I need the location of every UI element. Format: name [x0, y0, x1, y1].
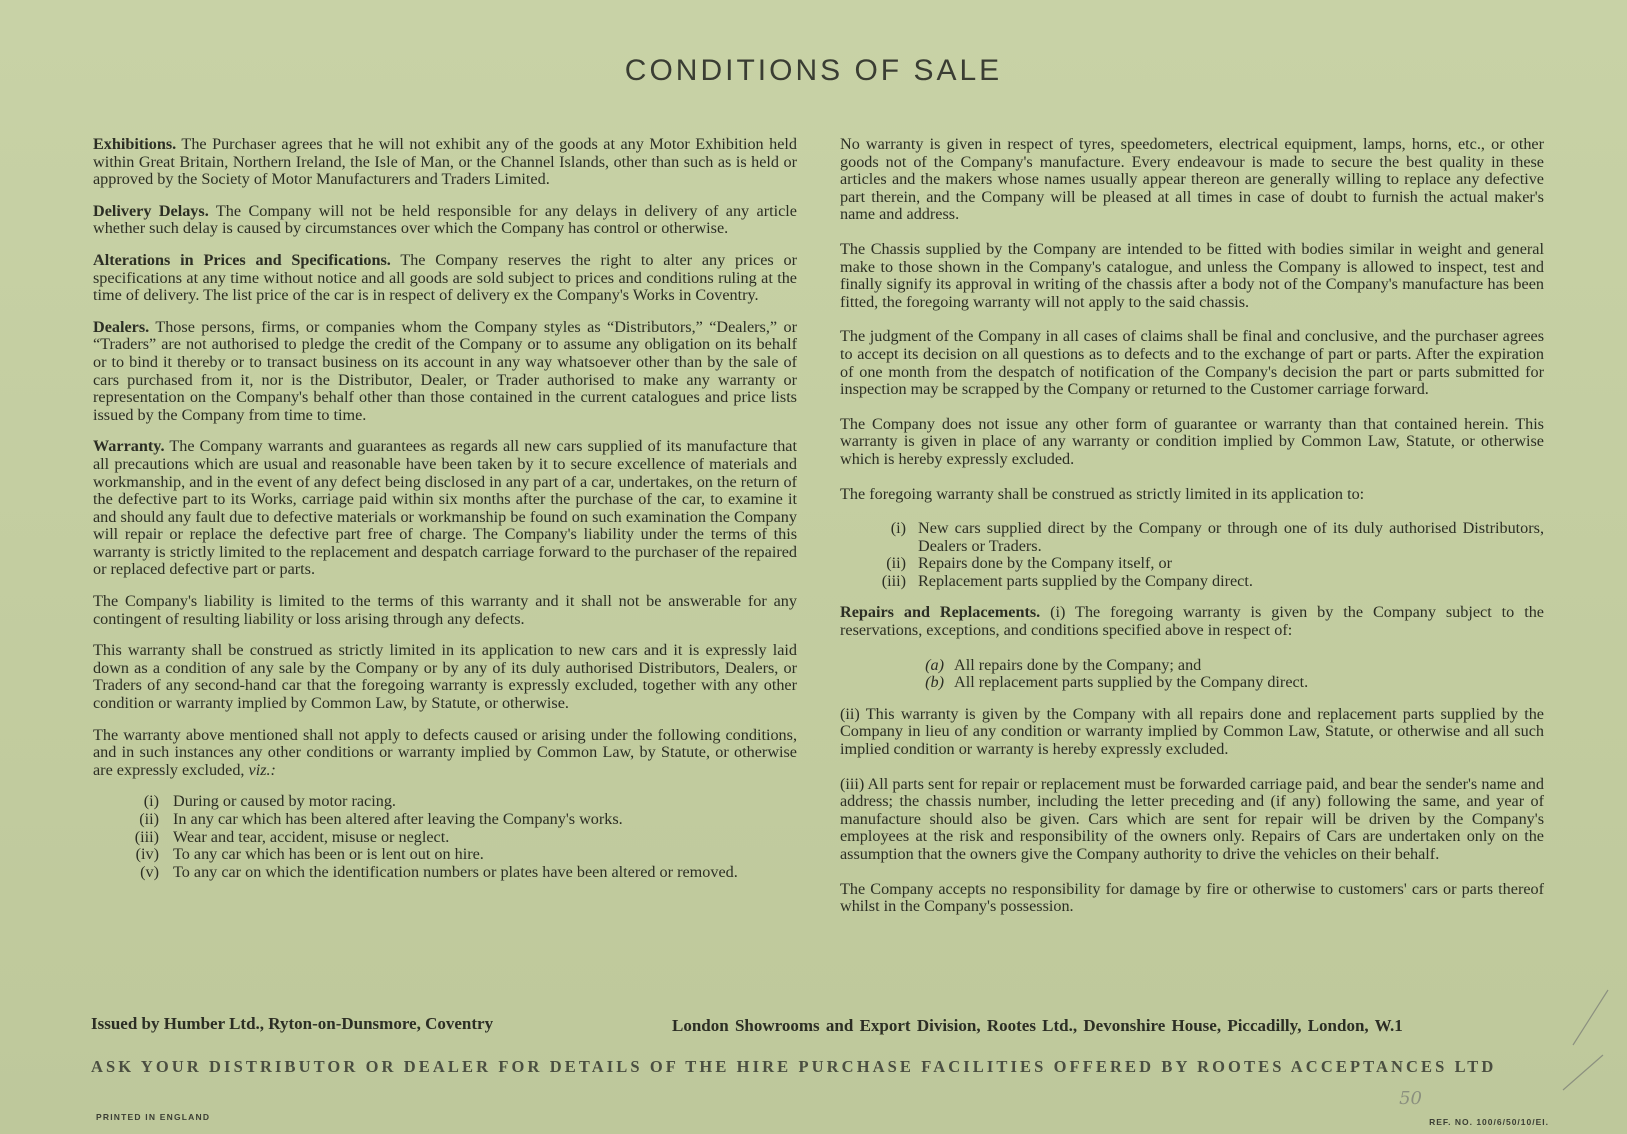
right-column [840, 136, 1544, 933]
list-item-text: During or caused by motor racing. [173, 792, 396, 811]
list-item-number: (v) [140, 862, 159, 881]
list-item-text: All repairs done by the Company; and [954, 655, 1202, 674]
london-showrooms-line: London Showrooms and Export Division, Rootes Ltd., Devonshire House, Piccadilly, London, W.1 [672, 1016, 1403, 1035]
dealers-paragraph [93, 319, 797, 425]
repairs-list [918, 657, 1544, 692]
reference-number: REF. NO. 100/6/50/10/EI. [1429, 1117, 1549, 1127]
list-item [131, 811, 797, 829]
construed-paragraph: This warranty shall be construed as strictly limited in its application to new cars and it is expressly laid down as a condition of any sale by the Company or by any of its duly authorised Distributors, Dealers, or Traders of any second-hand car that the foregoing warranty is expressly excluded, together with any other condition or warranty implied by Common Law, by Statute, or otherwise. [93, 641, 797, 713]
list-item [876, 555, 1544, 573]
list-item [918, 674, 1544, 692]
repairs-paragraph [840, 604, 1544, 639]
list-item-number: (a) [925, 655, 944, 674]
printed-in-england: PRINTED IN ENGLAND [96, 1112, 211, 1122]
repairs-ii-paragraph: (ii) This warranty is given by the Company with all repairs done and replacement parts supplied by the Company in lieu of any condition or warranty implied by Common Law, Statute, or otherwise and all such implied condition or warranty is hereby expressly excluded. [840, 704, 1544, 759]
list-item-number: (i) [890, 519, 906, 538]
list-item [131, 846, 797, 864]
exhibitions-text: The Purchaser agrees that he will not exhibit any of the goods at any Motor Exhibition held within Great Britain, Northern Ireland, the Isle of Man, or the Channel Islands, other than such as is held or approved by the Society of Motor Manufacturers and Traders Limited. [93, 135, 797, 189]
exhibitions-paragraph [93, 136, 797, 189]
list-item [131, 864, 797, 882]
application-list [876, 520, 1544, 590]
alterations-paragraph [93, 252, 797, 305]
list-item-number: (ii) [886, 554, 906, 573]
list-item-text: To any car which has been or is lent out on hire. [173, 845, 484, 864]
delivery-heading: Delivery Delays. [93, 201, 209, 220]
issued-by-line: Issued by Humber Ltd., Ryton-on-Dunsmore, Coventry [91, 1014, 494, 1033]
warranty-heading: Warranty. [93, 437, 165, 456]
dealers-heading: Dealers. [93, 317, 150, 336]
list-item-text: All replacement parts supplied by the Company direct. [954, 673, 1309, 692]
list-item-number: (iii) [134, 827, 159, 846]
list-item-text: Wear and tear, accident, misuse or neglect. [173, 827, 450, 846]
fire-paragraph: The Company accepts no responsibility for damage by fire or otherwise to customers' cars or parts thereof whilst in the Company's possession. [840, 879, 1544, 916]
no-other-guarantee-paragraph: The Company does not issue any other form of guarantee or warranty than that contained herein. This warranty is given in place of any warranty or condition implied by Common Law, Statute, or otherwise which is hereby expressly excluded. [840, 414, 1544, 468]
pencil-stroke-icon [1553, 985, 1613, 1095]
list-item-number: (ii) [139, 810, 159, 828]
chassis-paragraph: The Chassis supplied by the Company are intended to be fitted with bodies similar in weight and general make to those shown in the Company's catalogue, and unless the Company is allowed to inspect, test and finally signify its approval in writing of the chassis after a body not of the Company's manufacture has been fitted, the foregoing warranty will not apply to the said chassis. [840, 239, 1544, 311]
left-column [93, 136, 797, 895]
list-item-number: (i) [143, 792, 159, 811]
list-item-number: (b) [925, 673, 944, 692]
list-item-text: Replacement parts supplied by the Company direct. [918, 571, 1253, 590]
delivery-text: The Company will not be held responsible for any delays in delivery of any article whether such delay is caused by circumstances over which the Company has control or otherwise. [93, 201, 797, 238]
exhibitions-heading: Exhibitions. [93, 135, 177, 153]
handwritten-number: 50 [1399, 1088, 1422, 1109]
repairs-text: (i) The foregoing warranty is given by the Company subject to the reservations, exceptions, and conditions specified above in respect of: [840, 603, 1544, 640]
list-item [876, 573, 1544, 591]
list-item-number: (iv) [135, 845, 159, 864]
page-title: CONDITIONS OF SALE [624, 54, 1003, 87]
list-item [131, 793, 797, 811]
warranty-text: The Company warrants and guarantees as regards all new cars supplied of its manufacture that all precautions which are usual and reasonable have been taken by it to secure excellence of materials and workmanship, and in the event of any defect being disclosed in any part of a car, undertakes, on the return of the defective part to its Works, carriage paid within six months after the purchase of the car, to examine it and should any fault due to defective materials or workmanship be found on such examination the Company will repair or replace the defective part free of charge. The Company's liability under the terms of this warranty is strictly limited to the replacement and despatch carriage forward to the purchaser of the repaired or replaced defective part or parts. [93, 437, 797, 579]
exclusions-text: The warranty above mentioned shall not apply to defects caused or arising under the following conditions, and in such instances any other conditions or warranty implied by Common Law, by Statute, or otherwise are expressly excluded, [93, 725, 797, 779]
list-item [876, 520, 1544, 555]
exclusions-list [131, 793, 797, 881]
alterations-text: The Company reserves the right to alter any prices or specifications at any time without notice and all goods are sold subject to prices and conditions ruling at the time of delivery. The list price of the car is in respect of delivery ex the Company's Works in Coventry. [93, 250, 797, 305]
repairs-iii-paragraph: (iii) All parts sent for repair or replacement must be forwarded carriage paid, and bear the sender's name and address; the chassis number, including the letter preceding and (if any) following the same, and year of manufacture should also be given. Cars which are sent for repair will be driven by the Company's employees at the risk and responsibility of the owners only. Repairs of Cars are undertaken only on the assumption that the owners give the Company authority to drive the vehicles on their behalf. [840, 774, 1544, 863]
foregoing-paragraph: The foregoing warranty shall be construed as strictly limited in its application to: [840, 484, 1365, 503]
no-warranty-paragraph: No warranty is given in respect of tyres, speedometers, electrical equipment, lamps, horns, etc., or other goods not of the Company's manufacture. Every endeavour is made to secure the best quality in these articles and the makers whose names usually appear thereon are generally willing to replace any defective part therein, and the Company will be pleased at all times in case of doubt to furnish the actual maker's name and address. [840, 135, 1544, 224]
list-item [131, 829, 797, 847]
warranty-paragraph [93, 438, 797, 579]
dealers-text: Those persons, firms, or companies whom the Company styles as “Distributors,” “Dealers,” or “Traders” are not authorised to pledge the credit of the Company or to assume any obligation on its behalf or to bind it thereby or to transact business on its account in any way whatsoever other than by the sale of cars purchased from it, nor is the Distributor, Dealer, or Trader authorised to make any warranty or representation on the Company's behalf other than those contained in the current catalogues and price lists issued by the Company from time to time. [93, 317, 797, 424]
list-item-text: Repairs done by the Company itself, or [918, 554, 1173, 573]
list-item-number: (iii) [881, 571, 906, 590]
repairs-heading: Repairs and Replacements. [840, 603, 1041, 622]
list-item-text: In any car which has been altered after leaving the Company's works. [173, 810, 623, 828]
list-item-text: To any car on which the identification numbers or plates have been altered or removed. [173, 862, 738, 881]
exclusions-paragraph [93, 727, 797, 780]
viz-text: viz.: [248, 760, 276, 779]
alterations-heading: Alterations in Prices and Specifications. [93, 250, 391, 269]
hire-purchase-banner: ASK YOUR DISTRIBUTOR OR DEALER FOR DETAILS OF THE HIRE PURCHASE FACILITIES OFFERED BY ROOTES ACCEPTANCES LTD [91, 1057, 1497, 1076]
list-item-text: New cars supplied direct by the Company or through one of its duly authorised Distributors, Dealers or Traders. [918, 519, 1544, 555]
judgment-paragraph: The judgment of the Company in all cases of claims shall be final and conclusive, and the purchaser agrees to accept its decision on all questions as to defects and to the exchange of part or parts. After the expiration of one month from the despatch of notification of the Company's decision the part or parts submitted for inspection may be scrapped by the Company or returned to the Customer carriage forward. [840, 327, 1544, 399]
list-item [918, 657, 1544, 675]
delivery-paragraph [93, 203, 797, 238]
liability-paragraph: The Company's liability is limited to the terms of this warranty and it shall not be answerable for any contingent of resulting liability or loss arising through any defects. [93, 592, 797, 628]
